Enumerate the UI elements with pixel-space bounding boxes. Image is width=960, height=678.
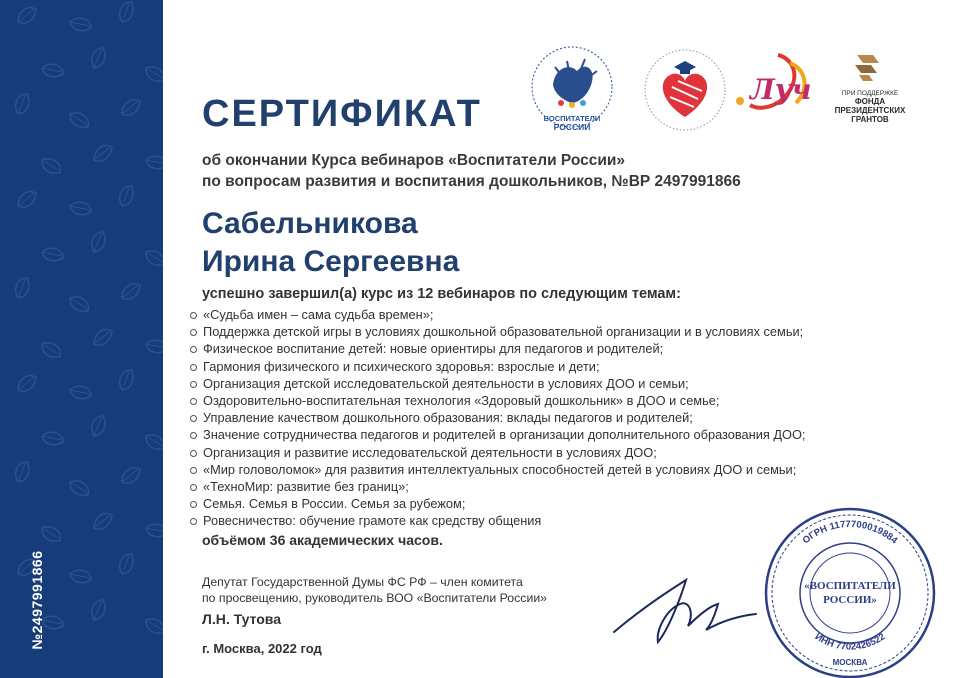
leaf-icon — [40, 245, 65, 265]
subtitle-line-2: по вопросам развития и воспитания дошкольников, №ВР 2497991866 — [202, 173, 741, 190]
side-certificate-number: №2497991866 — [29, 550, 45, 650]
stamp-ogrn: ОГРН 1177700019884 — [800, 518, 900, 547]
topics-list — [190, 306, 806, 530]
presidential-grants-logo — [815, 49, 925, 124]
leaf-icon — [67, 108, 92, 132]
signer-title — [202, 574, 547, 606]
leaf-pattern — [0, 0, 163, 678]
bullet-icon — [190, 312, 197, 319]
bullet-icon — [190, 381, 197, 388]
leaf-icon — [90, 326, 115, 348]
leaf-icon — [115, 367, 137, 392]
topic-item: Гармония физического и психического здоровья: взрослые и дети; — [190, 358, 806, 375]
leaf-icon — [115, 183, 137, 208]
leaf-icon — [118, 280, 143, 302]
leaf-icon — [67, 292, 92, 316]
certificate-title: СЕРТИФИКАТ — [202, 93, 482, 135]
svg-text:ИНН 7702426522 — [813, 631, 888, 652]
topic-item: Организация и развитие исследовательской деятельности в условиях ДОО; — [190, 444, 806, 461]
topic-item: Поддержка детской игры в условиях дошкольной образовательной организации и в условиях семьи; — [190, 323, 806, 340]
leaf-icon — [87, 413, 109, 438]
bullet-icon — [190, 415, 197, 422]
leaf-icon — [68, 15, 93, 35]
official-stamp — [762, 505, 938, 678]
svg-text:РОССИИ: РОССИИ — [553, 122, 591, 132]
recipient-given-names: Ирина Сергеевна — [202, 245, 460, 278]
topic-item: Ровесничество: обучение грамоте как средству общения — [190, 512, 806, 529]
leaf-icon — [39, 154, 64, 178]
leaf-icon — [11, 91, 33, 116]
stamp-center-line1: «ВОСПИТАТЕЛИ — [804, 580, 896, 592]
certificate-subtitle — [202, 150, 741, 192]
leaf-icon — [67, 476, 92, 500]
svg-text:ВОСПИТАТЕЛИ: ВОСПИТАТЕЛИ — [543, 114, 601, 123]
leaf-icon — [115, 551, 137, 576]
leaf-icon — [144, 153, 163, 173]
grants-line4: ГРАНТОВ — [851, 115, 889, 124]
leaf-icon — [40, 61, 65, 81]
course-intro: успешно завершил(а) курс из 12 вебинаров по следующим темам: — [202, 286, 681, 302]
leaf-icon — [90, 142, 115, 164]
stamp-inn: ИНН 7702426522 — [812, 631, 888, 653]
leaf-icon — [14, 188, 39, 210]
topic-item: Семья. Семья в России. Семья за рубежом; — [190, 495, 806, 512]
recipient-surname: Сабельникова — [202, 207, 418, 240]
leaf-icon — [144, 337, 163, 357]
topic-item: Организация детской исследовательской деятельности в условиях ДОО и семьи; — [190, 375, 806, 392]
signer-line-2: по просвещению, руководитель ВОО «Воспитатели России» — [202, 591, 548, 605]
stamp-city: МОСКВА — [832, 658, 868, 667]
recipient-name — [202, 205, 459, 281]
leaf-icon — [87, 597, 109, 622]
leaf-icon — [144, 521, 163, 541]
topic-item: Значение сотрудничества педагогов и родителей в организации дополнительного образования ДОО; — [190, 426, 806, 443]
svg-text:Луч: Луч — [750, 73, 812, 106]
partner-logos — [525, 45, 945, 135]
grants-emblem-icon — [815, 49, 925, 85]
heart-graduation-cap-logo — [640, 47, 730, 140]
leaf-icon — [11, 275, 33, 300]
grants-line2: ФОНДА — [854, 97, 886, 106]
leaf-icon — [143, 62, 163, 86]
leaf-icon — [87, 45, 109, 70]
sidebar-band — [0, 0, 163, 678]
topic-item: Управление качеством дошкольного образования: вклады педагогов и родителей; — [190, 409, 806, 426]
bullet-icon — [190, 432, 197, 439]
leaf-icon — [143, 246, 163, 270]
topic-item: «Мир головоломок» для развития интеллектуальных способностей детей в условиях ДОО и семьи; — [190, 461, 806, 478]
bullet-icon — [190, 467, 197, 474]
topic-item: Оздоровительно-воспитательная технология «Здоровый дошкольник» в ДОО и семье; — [190, 392, 806, 409]
leaf-icon — [68, 199, 93, 219]
city-year: г. Москва, 2022 год — [202, 641, 322, 656]
bullet-icon — [190, 501, 197, 508]
subtitle-line-1: об окончании Курса вебинаров «Воспитатели России» — [202, 152, 626, 169]
grants-line3: ПРЕЗИДЕНТСКИХ — [834, 106, 906, 115]
handwritten-signature — [610, 570, 760, 650]
leaf-icon — [143, 430, 163, 454]
topic-item: «ТехноМир: развитие без границ»; — [190, 478, 806, 495]
grants-line1: ПРИ ПОДДЕРЖКЕ — [841, 90, 899, 97]
leaf-icon — [14, 372, 39, 394]
luch-logo — [730, 49, 820, 134]
leaf-icon — [115, 0, 137, 25]
topic-item: Физическое воспитание детей: новые ориентиры для педагогов и родителей; — [190, 340, 806, 357]
bullet-icon — [190, 484, 197, 491]
leaf-icon — [143, 614, 163, 638]
bullet-icon — [190, 450, 197, 457]
leaf-icon — [90, 510, 115, 532]
bullet-icon — [190, 398, 197, 405]
bullet-icon — [190, 518, 197, 525]
bullet-icon — [190, 364, 197, 371]
leaf-icon — [118, 96, 143, 118]
leaf-icon — [11, 459, 33, 484]
leaf-icon — [118, 464, 143, 486]
leaf-icon — [39, 338, 64, 362]
leaf-icon — [87, 229, 109, 254]
course-hours: объёмом 36 академических часов. — [202, 532, 443, 548]
topic-item: «Судьба имен – сама судьба времен»; — [190, 306, 806, 323]
signer-line-1: Депутат Государственной Думы ФС РФ – член комитета — [202, 575, 523, 589]
leaf-icon — [14, 4, 39, 26]
leaf-icon — [39, 522, 64, 546]
leaf-icon — [68, 567, 93, 587]
bullet-icon — [190, 346, 197, 353]
stamp-center-line2: РОССИИ» — [823, 594, 877, 606]
vospitateli-rossii-logo — [525, 45, 620, 138]
bullet-icon — [190, 329, 197, 336]
leaf-icon — [68, 383, 93, 403]
signer-name: Л.Н. Тутова — [202, 611, 282, 627]
leaf-icon — [40, 429, 65, 449]
